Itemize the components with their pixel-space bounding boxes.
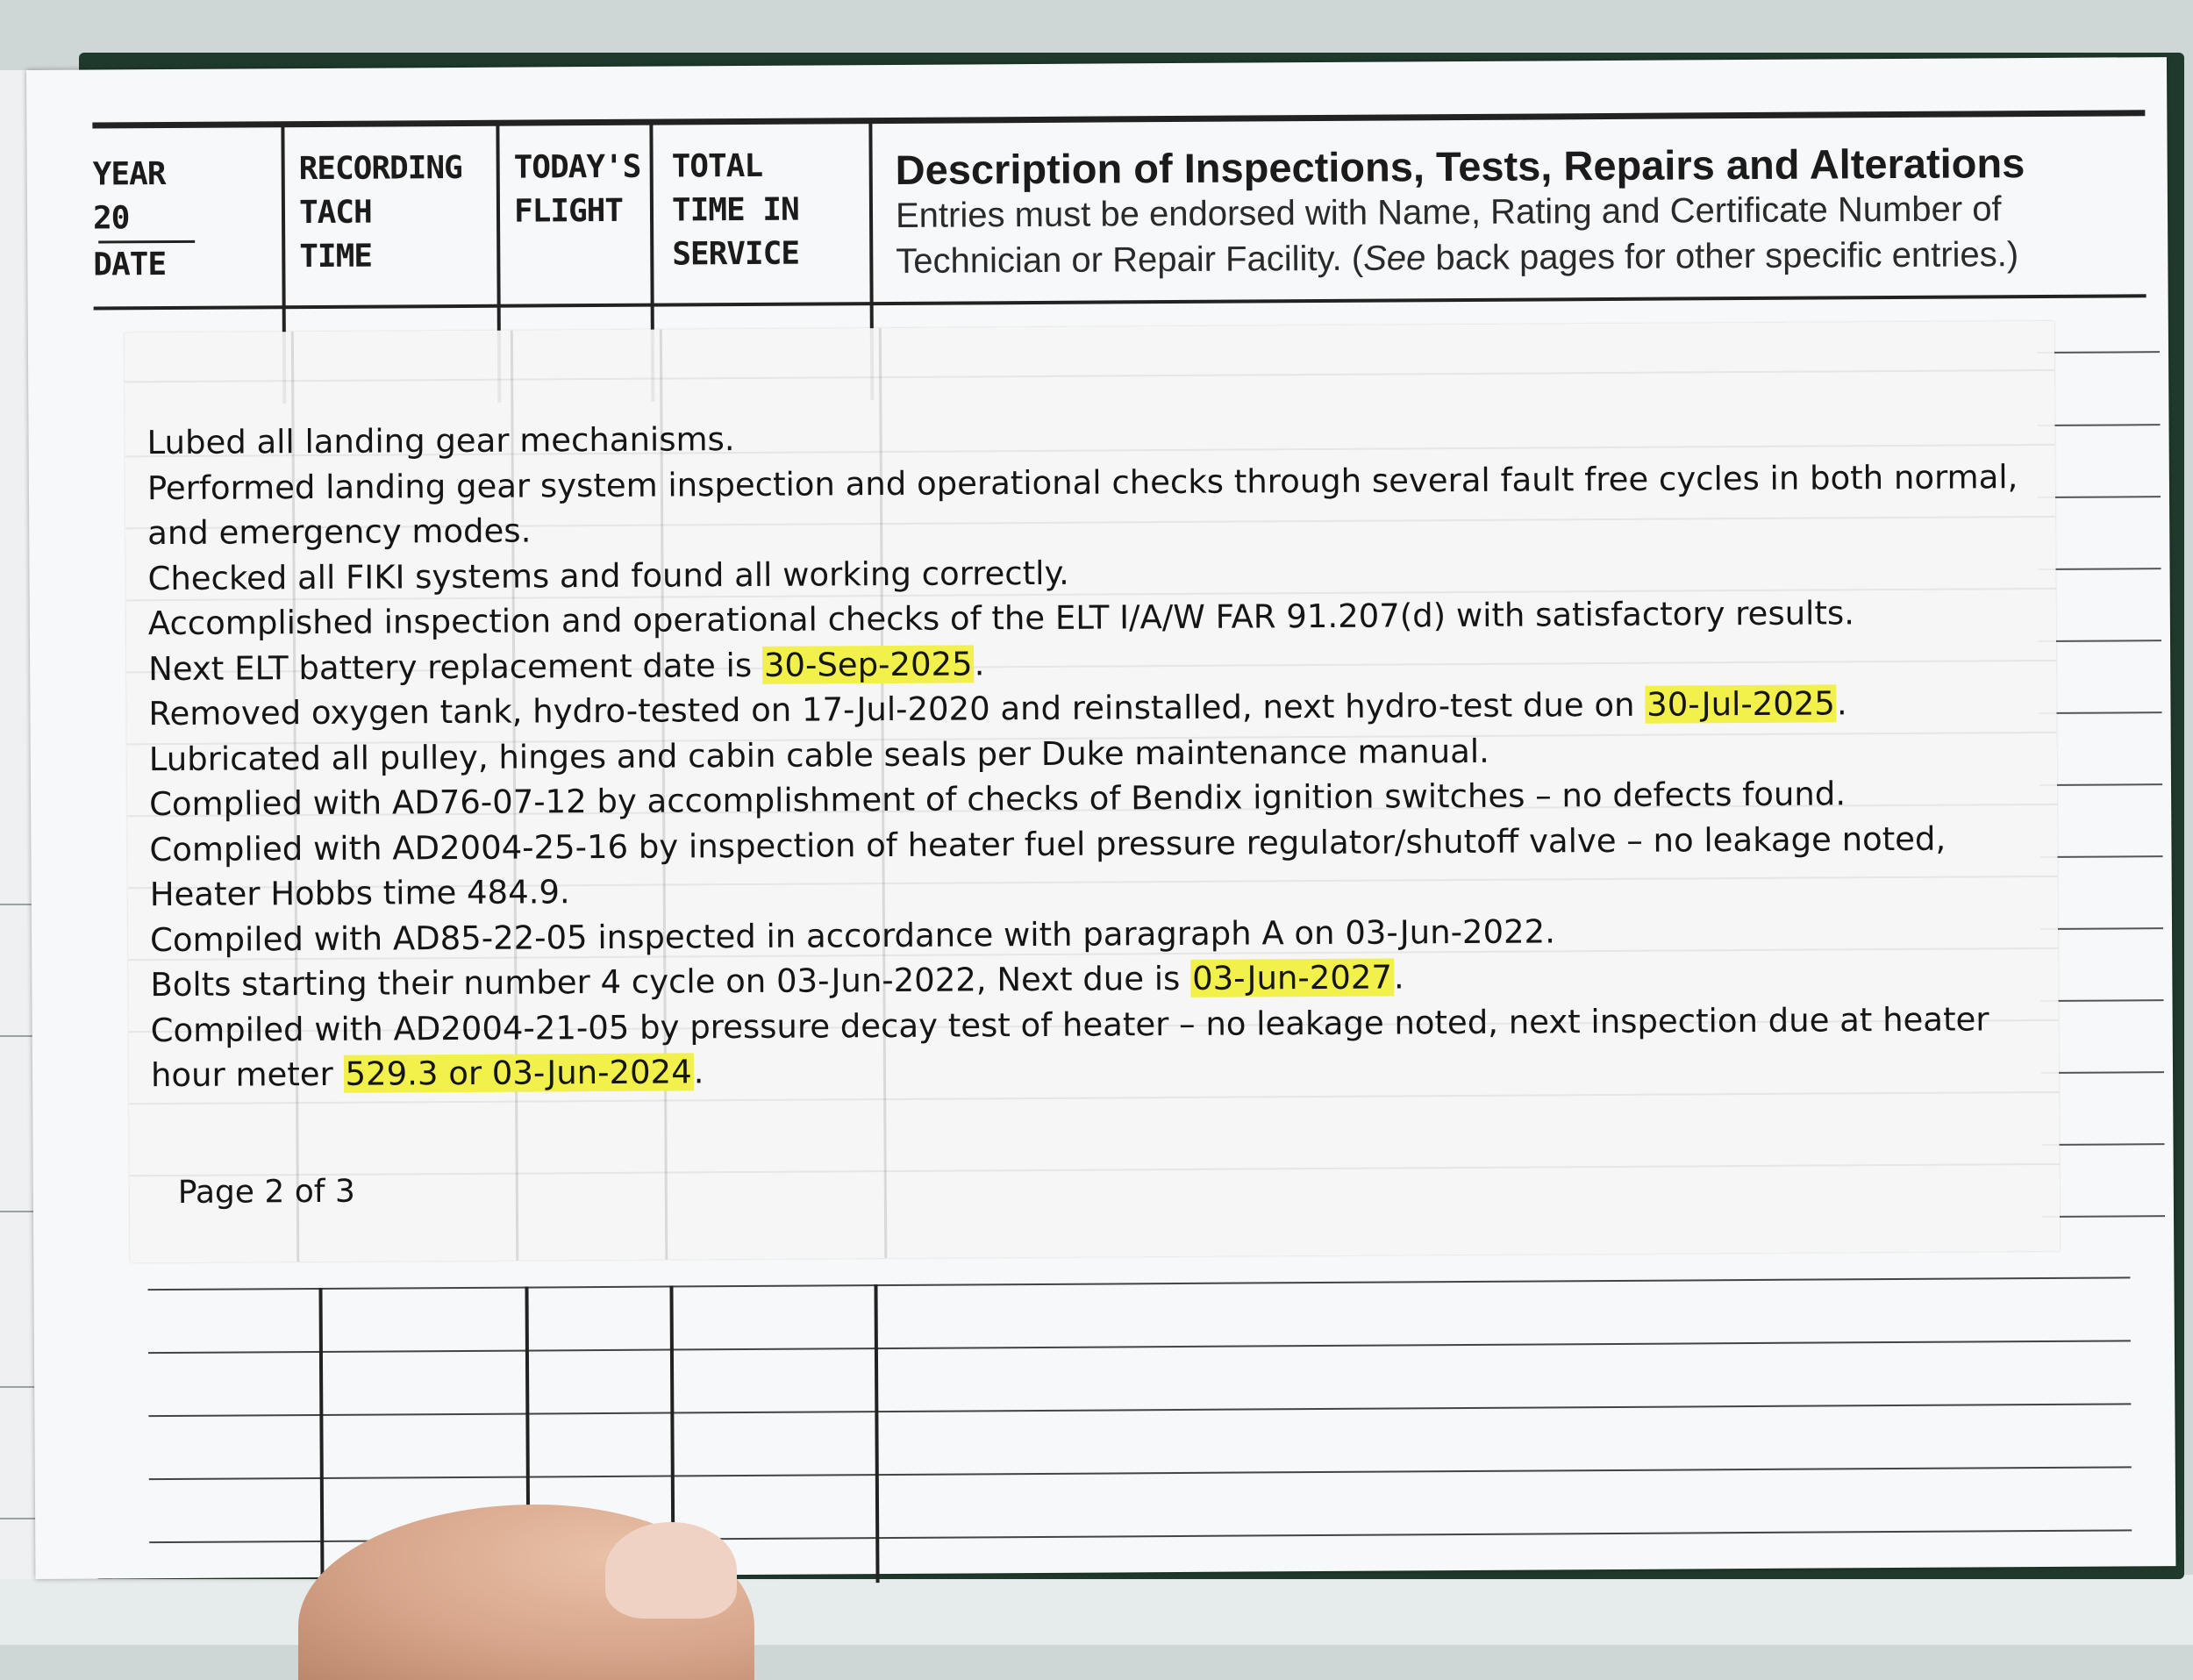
year-20-label: 20 — [92, 200, 130, 237]
ruled-line — [2042, 1143, 2165, 1146]
ruled-line — [2038, 424, 2161, 426]
ruled-line — [149, 1466, 2132, 1480]
entry-text: Bolts starting their number 4 cycle on 03-Jun-2022, Next due is — [150, 959, 1191, 1004]
instructions-line-2 — [896, 231, 2124, 284]
year-date-column-header — [93, 153, 196, 288]
entry-text: Next ELT battery replacement date is — [148, 646, 763, 688]
instructions-line-1: Entries must be endorsed with Name, Rating and Certificate Number of — [895, 189, 2002, 235]
description-title: Description of Inspections, Tests, Repairs and Alterations — [895, 139, 2025, 193]
entry-text: . — [1393, 958, 1404, 997]
entry-line: Heater Hobbs time 484.9. — [149, 873, 570, 914]
highlighted-date: 03-Jun-2027 — [1191, 958, 1393, 997]
ruled-line — [147, 1276, 2130, 1290]
instructions-see: See — [1362, 239, 1426, 278]
entry-text: . — [974, 644, 985, 683]
page-number: Page 2 of 3 — [177, 1173, 355, 1211]
instructions-part-b: back pages for other specific entries.) — [1425, 235, 2019, 278]
entry-line: Compiled with AD2004-21-05 by pressure decay test of heater – no leakage noted, next inspection due at heater — [150, 999, 1989, 1049]
entry-line: Compiled with AD85-22-05 inspected in accordance with paragraph A on 03-Jun-2022. — [149, 911, 1556, 959]
entry-line: Accomplished inspection and operational checks of the ELT I/A/W FAR 91.207(d) with satisfactory results. — [147, 594, 1855, 643]
year-prefix — [93, 197, 195, 244]
total-label-3: SERVICE — [672, 235, 800, 273]
ruled-line — [2039, 711, 2162, 714]
entry-line: Complied with AD76-07-12 by accomplishment of checks of Bendix ignition switches – no defects found. — [148, 775, 1847, 824]
ruled-line — [2039, 640, 2161, 642]
flight-label-1: TODAY'S — [513, 148, 641, 186]
tach-label-1: RECORDING — [298, 149, 462, 188]
total-label-2: TIME IN — [671, 191, 799, 229]
highlighted-date: 30-Sep-2025 — [763, 644, 973, 684]
todays-flight-column-header — [514, 146, 641, 234]
ruled-line — [2039, 783, 2162, 786]
year-label: YEAR — [92, 156, 166, 193]
ruled-line — [2038, 496, 2161, 498]
ruled-line — [2040, 927, 2163, 930]
maintenance-entry-sticker — [125, 321, 2060, 1262]
entry-line: and emergency modes. — [147, 511, 532, 553]
entry-text: . — [693, 1053, 704, 1091]
description-instructions — [896, 185, 2125, 284]
tach-label-2: TACH — [298, 194, 372, 232]
entry-line: Lubricated all pulley, hinges and cabin cable seals per Duke maintenance manual. — [148, 732, 1489, 778]
ruled-line — [2041, 999, 2164, 1002]
ruled-line — [2037, 351, 2160, 354]
entry-text: . — [1836, 684, 1847, 723]
header-top-rule — [92, 110, 2145, 128]
column-divider — [318, 1288, 324, 1586]
entry-line: Checked all FIKI systems and found all working correctly. — [147, 554, 1070, 597]
date-label: DATE — [93, 247, 167, 283]
highlighted-date: 529.3 or 03-Jun-2024 — [345, 1053, 692, 1093]
flight-label-2: FLIGHT — [513, 192, 624, 230]
entry-text: Removed oxygen tank, hydro-tested on 17-Jul-2020 and reinstalled, next hydro-test due on — [148, 685, 1646, 733]
ruled-line — [2041, 1071, 2164, 1074]
instructions-part-a: Technician or Repair Facility. ( — [896, 239, 1364, 281]
entry-line: Complied with AD2004-25-16 by inspection of heater fuel pressure regulator/shutoff valve – no leakage noted, — [149, 819, 1947, 869]
entry-text-block — [146, 409, 2037, 1098]
ruled-line — [2040, 855, 2163, 858]
entry-line: Performed landing gear system inspection and operational checks through several fault free cycles in both normal, — [146, 457, 2018, 507]
ruled-line — [148, 1340, 2131, 1354]
ruled-line — [148, 1403, 2131, 1417]
total-label-1: TOTAL — [671, 147, 763, 185]
entry-line: Lubed all landing gear mechanisms. — [146, 420, 735, 462]
tach-time-column-header — [299, 147, 463, 279]
entry-text: hour meter — [150, 1054, 344, 1095]
header-bottom-rule — [94, 294, 2147, 310]
ruled-line — [2042, 1215, 2165, 1218]
column-divider — [874, 1284, 879, 1583]
logbook-page — [26, 57, 2175, 1579]
thumbnail-nail — [605, 1522, 737, 1619]
ruled-line — [2039, 568, 2161, 570]
highlighted-date: 30-Jul-2025 — [1647, 684, 1836, 724]
tach-label-3: TIME — [299, 238, 373, 275]
total-time-column-header — [672, 145, 800, 277]
